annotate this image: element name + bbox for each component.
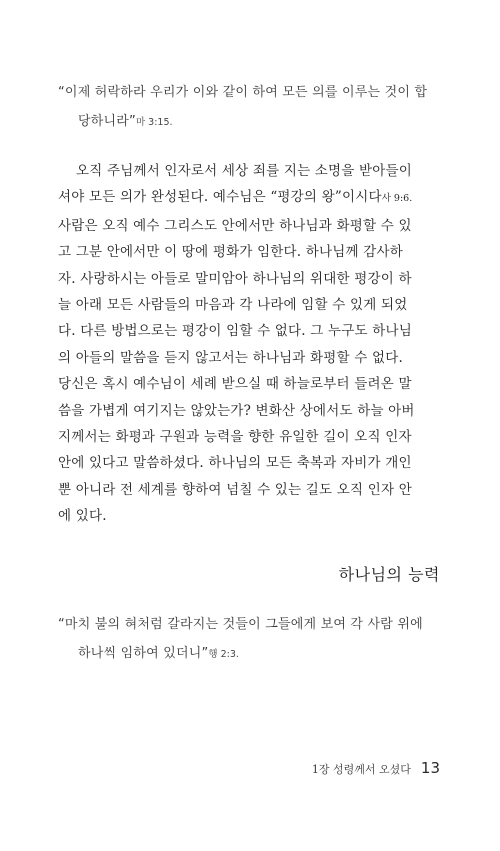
paragraph-line: 다. 다른 방법으로는 평강이 임할 수 없다. 그 누구도 하나님 [58, 323, 412, 340]
scripture-reference: 마 3:15. [135, 117, 173, 128]
quote-line: 하나씩 임하여 있더니” [78, 646, 209, 661]
page-number: 13 [420, 759, 440, 777]
quote-line: “마치 불의 혀처럼 갈라지는 것들이 그들에게 보여 각 사람 위에 [58, 617, 423, 632]
paragraph-line: 오직 주님께서 인자로서 세상 죄를 지는 소명을 받아들이 [76, 163, 412, 179]
section-heading: 하나님의 능력 [338, 565, 440, 584]
paragraph-line: 늘 아래 모든 사람들의 마음과 각 나라에 임할 수 있게 되었 [58, 297, 408, 314]
paragraph-line: 사람은 오직 예수 그리스도 안에서만 하나님과 화평할 수 있 [58, 217, 412, 234]
paragraph-line: 고 그분 안에서만 이 땅에 평화가 임한다. 하나님께 감사하 [58, 244, 403, 261]
quote-line: “이제 허락하라 우리가 이와 같이 하여 모든 의를 이루는 것이 합 [58, 85, 428, 100]
paragraph-line: 에 있다. [58, 508, 107, 525]
paragraph-line: 자. 사랑하시는 아들로 말미암아 하나님의 위대한 평강이 하 [58, 270, 412, 287]
paragraph-line: 씀을 가볍게 여기지는 않았는가? 변화산 상에서도 하늘 아버 [58, 402, 415, 419]
paragraph-line: 의 아들의 말씀을 듣지 않고서는 하나님과 화평할 수 없다. [58, 349, 403, 366]
paragraph-line: 지께서는 화평과 구원과 능력을 향한 유일한 길이 오직 인자 [58, 429, 412, 446]
section-scripture-quote [58, 610, 438, 669]
paragraph-line: 뿐 아니라 전 세계를 향하여 넘칠 수 있는 길도 오직 인자 안 [58, 481, 412, 498]
scripture-reference: 사 9:6. [381, 193, 413, 205]
page-footer [312, 759, 440, 777]
chapter-title: 1장 성령께서 오셨다 [311, 763, 411, 776]
scripture-reference: 행 2:3. [208, 649, 239, 660]
paragraph-line: 셔야 모든 의가 완성된다. 예수님은 “평강의 왕”이시다 [58, 189, 382, 206]
paragraph-line: 당신은 혹시 예수님이 세례 받으실 때 하늘로부터 들려온 말 [58, 376, 412, 393]
paragraph-line: 안에 있다고 말씀하셨다. 하나님의 모든 축복과 자비가 개인 [58, 455, 412, 472]
quote-line: 당하니라” [78, 114, 136, 129]
opening-scripture-quote [58, 78, 438, 137]
body-paragraph [58, 158, 440, 530]
